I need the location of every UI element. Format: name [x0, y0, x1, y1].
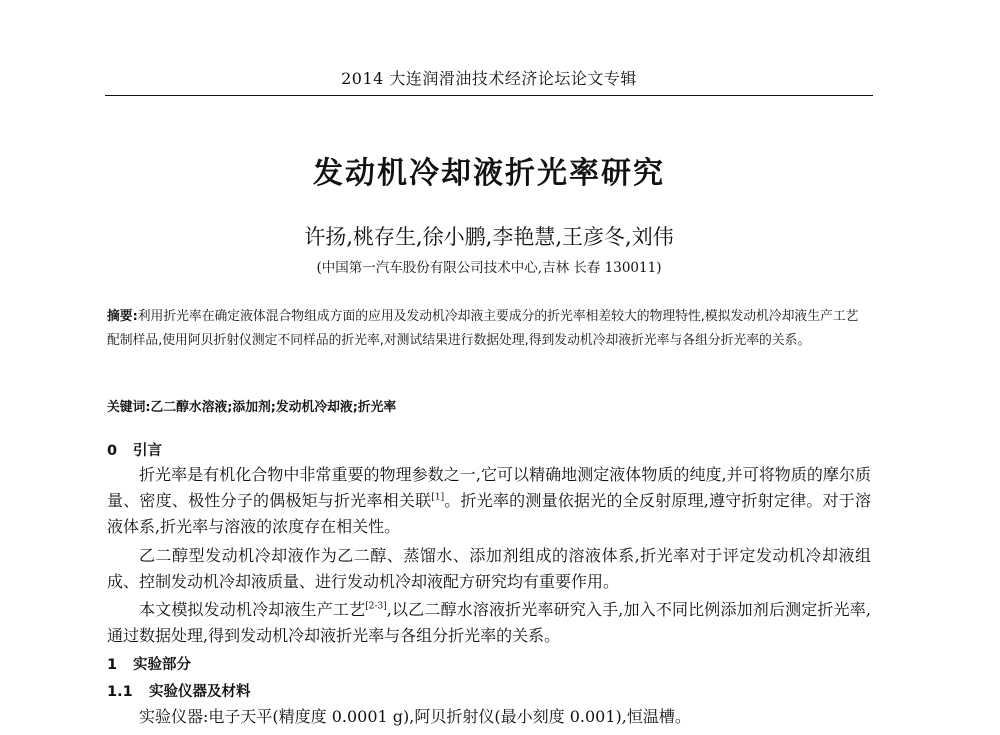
body-paragraph: [107, 597, 871, 649]
section-title: 实验部分: [133, 657, 191, 673]
body-paragraph: 实验仪器:电子天平(精度度 0.0001 g),阿贝折射仪(最小刻度 0.001),恒温槽。: [139, 707, 691, 726]
paragraph-text: 本文模拟发动机冷却液生产工艺: [139, 600, 366, 619]
paragraph-text: 。折光率的测量依据光的全反射原理,遵守折射定律。对于溶液体系,折光率与溶液的浓度存在相关性。: [107, 491, 871, 536]
section-number: 1.1: [107, 684, 133, 700]
section-number: 0: [107, 443, 118, 459]
section-heading-introduction: [107, 439, 162, 460]
body-paragraph: [107, 462, 871, 540]
keywords-text: 乙二醇水溶液;添加剂;发动机冷却液;折光率: [150, 400, 397, 415]
paragraph-text: 折光率是有机化合物中非常重要的物理参数之一,它可以精确地测定液体物质的纯度,并可将物质的摩尔质量、密度、极性分子的偶极矩与折光率相关联: [107, 465, 871, 510]
citation-ref: [1]: [431, 492, 445, 503]
paragraph-text: ,以乙二醇水溶液折光率研究入手,加入不同比例添加剂后测定折光率,通过数据处理,得到发动机冷却液折光率与各组分折光率的关系。: [107, 600, 871, 645]
keywords-label: 关键词:: [107, 400, 151, 415]
citation-ref: [2-3]: [365, 601, 387, 612]
section-title: 实验仪器及材料: [149, 684, 251, 700]
paper-title: 发动机冷却液折光率研究: [313, 156, 665, 191]
running-header: 2014 大连润滑油技术经济论坛论文专辑: [341, 69, 637, 88]
section-heading-experimental: [107, 653, 191, 674]
section-title: 引言: [133, 443, 162, 459]
author-list: 许扬,桃存生,徐小鹏,李艳慧,王彦冬,刘伟: [304, 225, 674, 249]
abstract-text: 利用折光率在确定液体混合物组成方面的应用及发动机冷却液主要成分的折光率相差较大的物理特性,模拟发动机冷却液生产工艺配制样品,使用阿贝折射仪测定不同样品的折光率,对测试结果进行数据处理,得到发动机冷却液折光率与各组分折光率的关系。: [107, 309, 859, 348]
subsection-heading-instruments: [107, 680, 251, 701]
keywords: [107, 396, 870, 415]
abstract-label: 摘要:: [107, 309, 138, 324]
body-paragraph: 乙二醇型发动机冷却液作为乙二醇、蒸馏水、添加剂组成的溶液体系,折光率对于评定发动机冷却液组成、控制发动机冷却液质量、进行发动机冷却液配方研究均有重要作用。: [107, 546, 871, 591]
section-number: 1: [107, 657, 118, 673]
affiliation: (中国第一汽车股份有限公司技术中心,吉林 长春 130011): [316, 260, 662, 276]
header-rule: [105, 95, 873, 96]
abstract: [107, 305, 870, 353]
